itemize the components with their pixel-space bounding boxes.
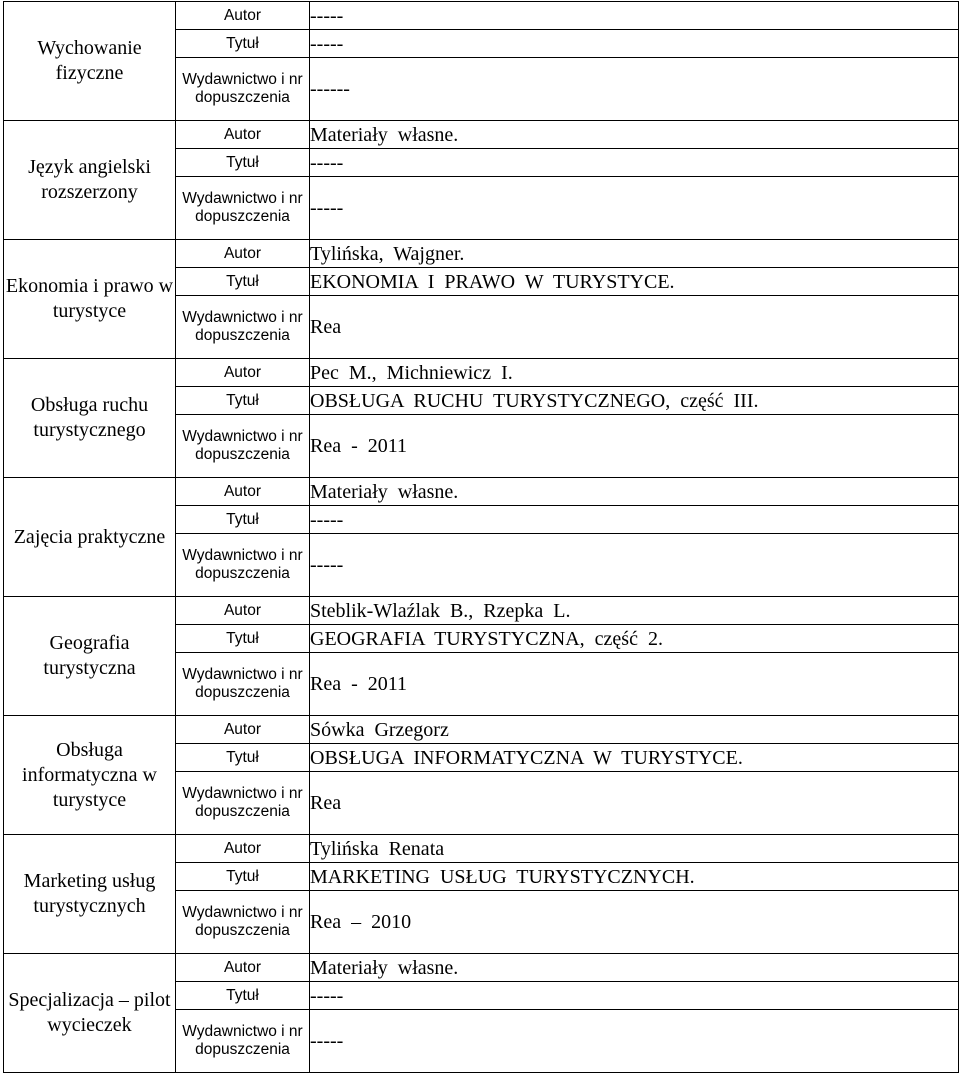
title-label: Tytuł bbox=[176, 149, 310, 177]
subject-name: Geografia turystyczna bbox=[4, 597, 176, 716]
author-label: Autor bbox=[176, 835, 310, 863]
author-value: Tylińska, Wajgner. bbox=[310, 240, 959, 268]
subject-name: Język angielski rozszerzony bbox=[4, 121, 176, 240]
publisher-value: Rea – 2010 bbox=[310, 891, 959, 954]
author-value: Materiały własne. bbox=[310, 954, 959, 982]
author-value: Materiały własne. bbox=[310, 121, 959, 149]
title-value: ----- bbox=[310, 982, 959, 1010]
author-value: Steblik-Wlaźlak B., Rzepka L. bbox=[310, 597, 959, 625]
author-label: Autor bbox=[176, 2, 310, 30]
author-value: ----- bbox=[310, 2, 959, 30]
publisher-label: Wydawnictwo i nr dopuszczenia bbox=[176, 653, 310, 716]
title-label: Tytuł bbox=[176, 863, 310, 891]
book-row-author bbox=[4, 121, 959, 149]
title-label: Tytuł bbox=[176, 387, 310, 415]
textbook-table-body bbox=[4, 2, 959, 1073]
book-row-author bbox=[4, 835, 959, 863]
subject-name: Obsługa informatyczna w turystyce bbox=[4, 716, 176, 835]
title-value: ----- bbox=[310, 506, 959, 534]
author-label: Autor bbox=[176, 121, 310, 149]
publisher-value: ----- bbox=[310, 177, 959, 240]
title-label: Tytuł bbox=[176, 506, 310, 534]
author-label: Autor bbox=[176, 954, 310, 982]
publisher-label: Wydawnictwo i nr dopuszczenia bbox=[176, 534, 310, 597]
title-value: ----- bbox=[310, 30, 959, 58]
title-value: OBSŁUGA INFORMATYCZNA W TURYSTYCE. bbox=[310, 744, 959, 772]
title-value: OBSŁUGA RUCHU TURYSTYCZNEGO, część III. bbox=[310, 387, 959, 415]
book-row-author bbox=[4, 359, 959, 387]
title-label: Tytuł bbox=[176, 625, 310, 653]
author-label: Autor bbox=[176, 359, 310, 387]
title-label: Tytuł bbox=[176, 982, 310, 1010]
author-value: Pec M., Michniewicz I. bbox=[310, 359, 959, 387]
author-value: Materiały własne. bbox=[310, 478, 959, 506]
publisher-label: Wydawnictwo i nr dopuszczenia bbox=[176, 772, 310, 835]
publisher-label: Wydawnictwo i nr dopuszczenia bbox=[176, 1010, 310, 1073]
book-row-author bbox=[4, 716, 959, 744]
publisher-value: Rea bbox=[310, 772, 959, 835]
author-value: Tylińska Renata bbox=[310, 835, 959, 863]
publisher-label: Wydawnictwo i nr dopuszczenia bbox=[176, 296, 310, 359]
subject-name: Specjalizacja – pilot wycieczek bbox=[4, 954, 176, 1073]
author-label: Autor bbox=[176, 478, 310, 506]
subject-name: Marketing usług turystycznych bbox=[4, 835, 176, 954]
book-row-author bbox=[4, 478, 959, 506]
publisher-value: ----- bbox=[310, 534, 959, 597]
title-value: GEOGRAFIA TURYSTYCZNA, część 2. bbox=[310, 625, 959, 653]
book-row-author bbox=[4, 240, 959, 268]
subject-name: Obsługa ruchu turystycznego bbox=[4, 359, 176, 478]
author-label: Autor bbox=[176, 716, 310, 744]
book-row-author bbox=[4, 954, 959, 982]
title-label: Tytuł bbox=[176, 30, 310, 58]
book-row-author bbox=[4, 597, 959, 625]
publisher-value: ----- bbox=[310, 1010, 959, 1073]
publisher-value: Rea bbox=[310, 296, 959, 359]
subject-name: Zajęcia praktyczne bbox=[4, 478, 176, 597]
title-value: EKONOMIA I PRAWO W TURYSTYCE. bbox=[310, 268, 959, 296]
title-label: Tytuł bbox=[176, 744, 310, 772]
title-value: MARKETING USŁUG TURYSTYCZNYCH. bbox=[310, 863, 959, 891]
publisher-label: Wydawnictwo i nr dopuszczenia bbox=[176, 58, 310, 121]
textbook-table bbox=[3, 1, 959, 1073]
publisher-value: ------ bbox=[310, 58, 959, 121]
publisher-label: Wydawnictwo i nr dopuszczenia bbox=[176, 891, 310, 954]
author-label: Autor bbox=[176, 240, 310, 268]
book-row-author bbox=[4, 2, 959, 30]
author-value: Sówka Grzegorz bbox=[310, 716, 959, 744]
publisher-value: Rea - 2011 bbox=[310, 415, 959, 478]
title-label: Tytuł bbox=[176, 268, 310, 296]
publisher-label: Wydawnictwo i nr dopuszczenia bbox=[176, 415, 310, 478]
publisher-value: Rea - 2011 bbox=[310, 653, 959, 716]
author-label: Autor bbox=[176, 597, 310, 625]
subject-name: Wychowanie fizyczne bbox=[4, 2, 176, 121]
title-value: ----- bbox=[310, 149, 959, 177]
subject-name: Ekonomia i prawo w turystyce bbox=[4, 240, 176, 359]
publisher-label: Wydawnictwo i nr dopuszczenia bbox=[176, 177, 310, 240]
